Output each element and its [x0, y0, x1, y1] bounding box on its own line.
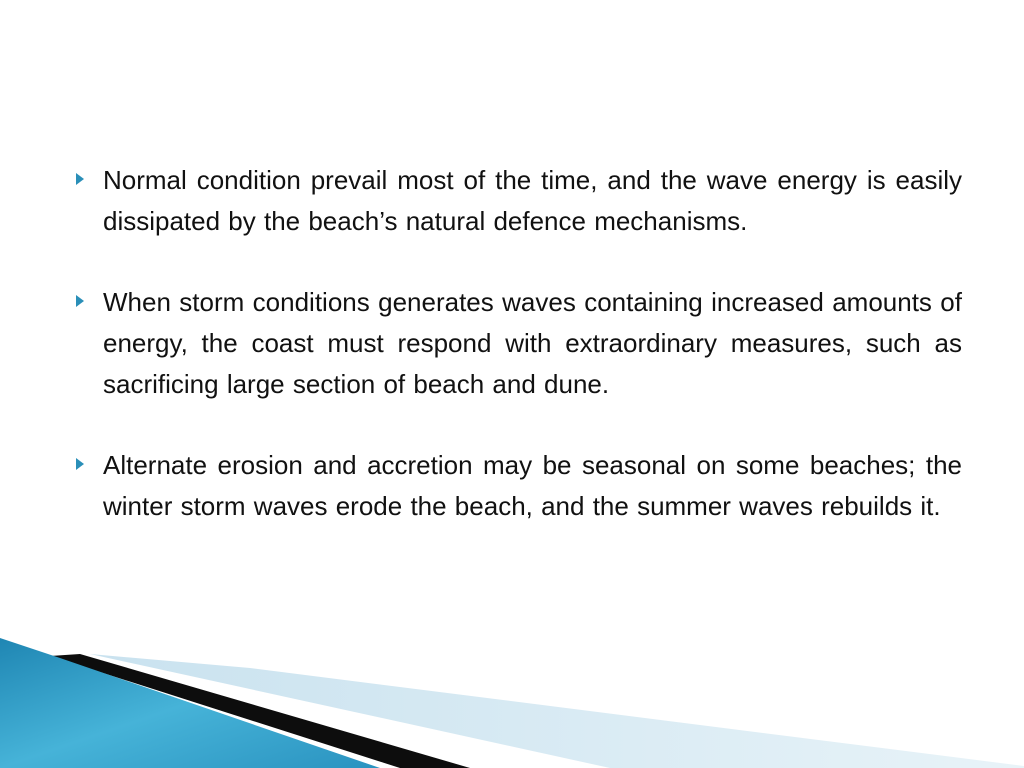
- bullet-text: When storm conditions generates waves containing increased amounts of energy, the coast must respond with extraordinary measures, such as sacrificing large section of beach and dune.: [103, 287, 962, 399]
- triangle-right-icon: [76, 295, 84, 307]
- triangle-right-icon: [76, 173, 84, 185]
- bullet-text: Normal condition prevail most of the time, and the wave energy is easily dissipated by the beach’s natural defence mechanisms.: [103, 165, 962, 236]
- list-item: [72, 160, 962, 242]
- bullet-text: Alternate erosion and accretion may be seasonal on some beaches; the winter storm waves erode the beach, and the summer waves rebuilds it.: [103, 450, 962, 521]
- triangle-right-icon: [76, 458, 84, 470]
- corner-decoration: [0, 638, 1024, 768]
- list-item: [72, 445, 962, 527]
- bullet-list: [72, 160, 962, 567]
- list-item: [72, 282, 962, 405]
